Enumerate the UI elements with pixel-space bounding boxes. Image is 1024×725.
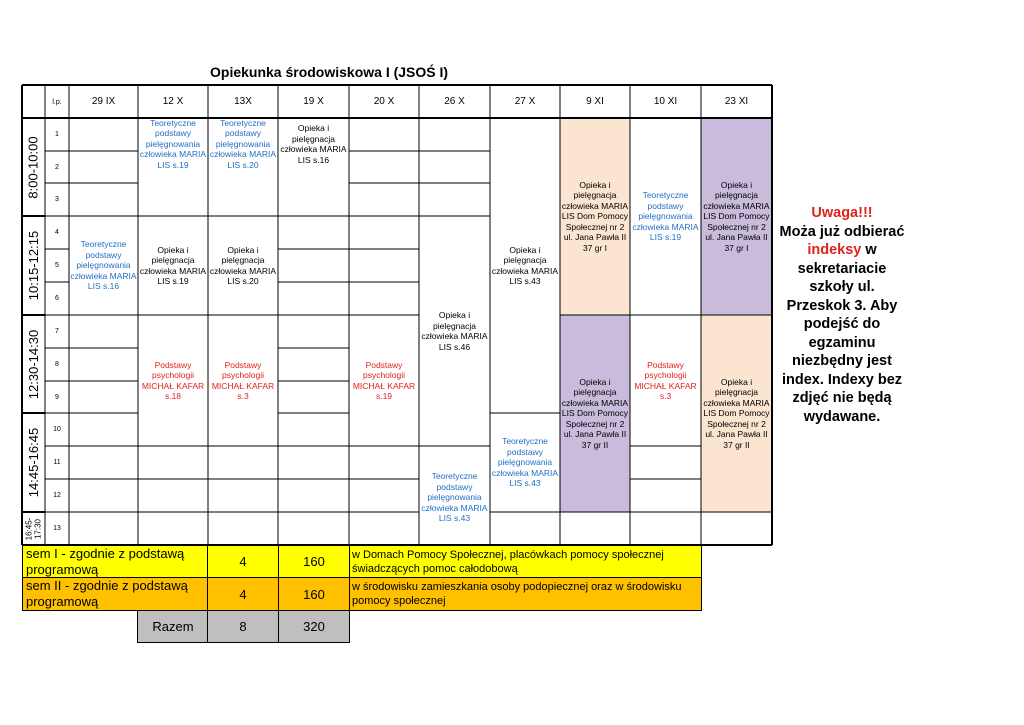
notice-line: Moża już odbierać [779,223,905,240]
time-slot-5: 16:45-17:30 [24,517,43,540]
notice-body: sekretariacie szkoły ul. Przeskok 3. Aby podejść do egzaminu niezbędny jest index. Indexy bez zdjęć nie będą wydawane. [781,260,903,425]
class-10xi-tpw: Teoretyczne podstawy pielęgnowania człowieka MARIA LIS s.19 [632,190,699,243]
notice-line: indeksy w [807,242,877,258]
row-number: 6 [55,295,59,302]
row-number: 1 [55,131,59,138]
date-header-4: 19 X [303,95,324,107]
date-header-3: 13X [234,95,252,107]
sem1-desc: w Domach Pomocy Społecznej, placówkach pomocy społecznej świadczących pomoc całodobową [349,545,702,578]
row-number: 9 [55,393,59,401]
total-value-b: 320 [278,610,350,643]
row-number: 12 [53,492,61,499]
class-23xi-dps-2: Opieka i pielęgnacja człowieka MARIA LIS Dom Pomocy Społecznej nr 2 ul. Jana Pawła II 37 gr II [703,376,770,450]
notice-heading: Uwaga!!! [811,205,873,221]
date-header-6: 26 X [444,95,465,107]
class-12x-psych: Podstawy psychologii MICHAŁ KAFAR s.18 [141,359,205,401]
class-13x-opieka: Opieka i pielęgnacja człowieka MARIA LIS s.20 [209,244,277,286]
class-27x-opieka: Opieka i pielęgnacja człowieka MARIA LIS s.43 [491,244,559,286]
class-9xi-dps-1: Opieka i pielęgnacja człowieka MARIA LIS Dom Pomocy Społecznej nr 2 ul. Jana Pawła II 37 gr I [561,179,629,253]
row-number: 3 [55,196,59,203]
notice-highlight: indeksy [807,242,862,258]
class-13x-tpw: Teoretyczne podstawy pielęgnowania człowieka MARIA LIS s.20 [209,118,277,170]
total-value-a: 8 [207,610,279,643]
class-26x-opieka: Opieka i pielęgnacja człowieka MARIA LIS s.46 [421,310,488,352]
sem2-desc: w środowisku zamieszkania osoby podopiecznej oraz w środowisku pomocy społecznej [349,577,702,611]
class-9xi-dps-2: Opieka i pielęgnacja człowieka MARIA LIS Dom Pomocy Społecznej nr 2 ul. Jana Pawła II 37 gr II [561,376,629,450]
class-26x-tpw: Teoretyczne podstawy pielęgnowania człowieka MARIA LIS s.43 [421,471,488,524]
sem2-value-b: 160 [278,577,350,611]
time-slot-3: 12:30-14:30 [26,329,41,399]
row-number: 8 [55,361,59,368]
date-header-2: 12 X [162,95,184,107]
date-header-8: 9 XI [586,95,604,107]
row-number: 5 [55,262,59,269]
time-slot-2: 10:15-12:15 [26,230,41,301]
total-label: Razem [137,610,209,643]
row-number: 7 [55,328,59,335]
class-10xi-psych: Podstawy psychologii MICHAŁ KAFAR s.3 [634,359,697,401]
class-12x-opieka: Opieka i pielęgnacja człowieka MARIA LIS s.19 [139,244,207,286]
date-header-7: 27 X [514,95,536,107]
class-29ix-tpw: Teoretyczne podstawy pielęgnowania człowieka MARIA LIS s.16 [70,239,137,292]
lp-header: l.p. [52,98,62,106]
class-19x-opieka: Opieka i pielęgnacja człowieka MARIA LIS s.16 [280,123,347,165]
date-header-1: 29 IX [91,95,116,107]
class-13x-psych: Podstawy psychologii MICHAŁ KAFAR s.3 [211,359,275,401]
time-slot-4: 14:45-16:45 [26,427,41,498]
sem1-value-b: 160 [278,545,350,578]
notice [776,204,908,426]
row-number: 10 [53,426,61,433]
class-12x-tpw: Teoretyczne podstawy pielęgnowania człowieka MARIA LIS s.19 [139,118,207,170]
sem2-label: sem II - zgodnie z podstawą programową [22,577,208,611]
page-title: Opiekunka środowiskowa I (JSOŚ I) [210,64,449,80]
class-20x-psych: Podstawy psychologii MICHAŁ KAFAR s.19 [352,359,416,401]
class-23xi-dps-1: Opieka i pielęgnacja człowieka MARIA LIS Dom Pomocy Społecznej nr 2 ul. Jana Pawła II 37 gr I [703,179,770,253]
date-header-5: 20 X [373,95,395,107]
row-number: 4 [55,229,59,236]
row-number: 13 [53,525,61,532]
class-27x-tpw: Teoretyczne podstawy pielęgnowania człowieka MARIA LIS s.43 [491,436,559,489]
sem1-label: sem I - zgodnie z podstawą programową [22,545,208,578]
date-header-9: 10 XI [653,95,678,107]
time-slot-1: 8:00-10:00 [26,135,42,199]
date-header-10: 23 XI [724,95,749,107]
sem1-value-a: 4 [207,545,279,578]
row-number: 2 [55,163,59,171]
sem2-value-a: 4 [207,577,279,611]
row-number: 11 [53,459,61,466]
